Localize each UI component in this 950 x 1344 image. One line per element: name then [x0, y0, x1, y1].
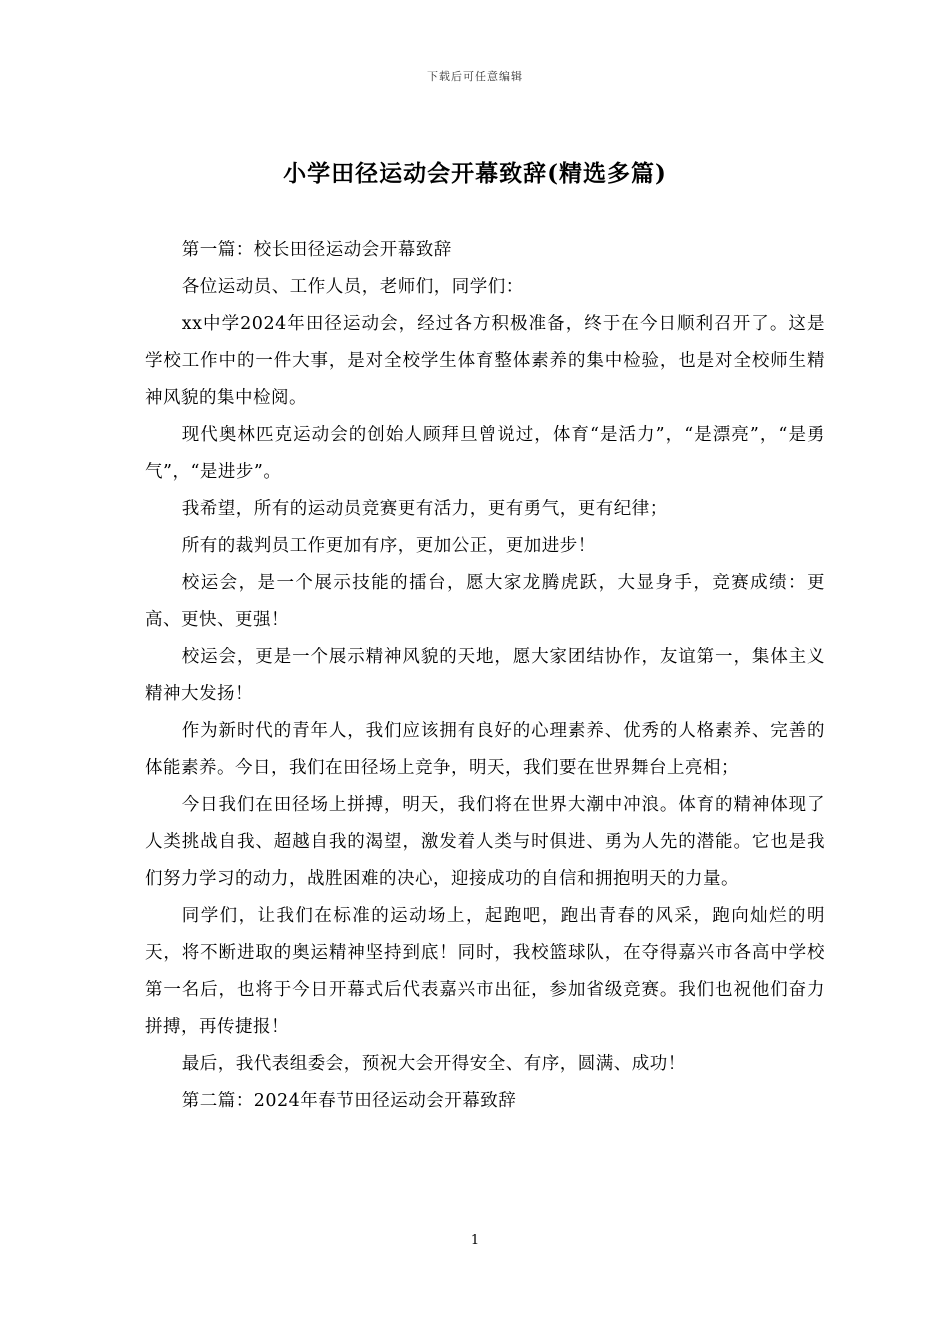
paragraph: 最后，我代表组委会，预祝大会开得安全、有序，圆满、成功！: [181, 1054, 686, 1074]
paragraph: 校运会，更是一个展示精神风貌的天地，愿大家团结协作，友谊第一，集体主义精神大发扬！: [145, 647, 825, 704]
paragraph: 校运会，是一个展示技能的擂台，愿大家龙腾虎跃，大显身手，竞赛成绩：更高、更快、更强！: [145, 573, 825, 630]
paragraph: 同学们，让我们在标准的运动场上，起跑吧，跑出青春的风采，跑向灿烂的明天，将不断进取的奥运精神坚持到底！同时，我校篮球队，在夺得嘉兴市各高中学校第一名后，也将于今日开幕式后代表嘉兴市出征，参加省级竞赛。我们也祝他们奋力拼搏，再传捷报！: [145, 906, 825, 1037]
paragraph: 今日我们在田径场上拼搏，明天，我们将在世界大潮中冲浪。体育的精神体现了人类挑战自我、超越自我的渴望，激发着人类与时俱进、勇为人先的潜能。它也是我们努力学习的动力，战胜困难的决心，迎接成功的自信和拥抱明天的力量。: [145, 795, 825, 889]
paragraph: 各位运动员、工作人员，老师们，同学们：: [181, 277, 524, 297]
paragraph: 现代奥林匹克运动会的创始人顾拜旦曾说过，体育“是活力”，“是漂亮”，“是勇气”，“是进步”。: [145, 425, 825, 482]
paragraph: 作为新时代的青年人，我们应该拥有良好的心理素养、优秀的人格素养、完善的体能素养。今日，我们在田径场上竞争，明天，我们要在世界舞台上亮相；: [145, 721, 825, 778]
paragraph: xx中学2024年田径运动会，经过各方积极准备，终于在今日顺利召开了。这是学校工作中的一件大事，是对全校学生体育整体素养的集中检验，也是对全校师生精神风貌的集中检阅。: [145, 314, 825, 408]
page-number: 1: [470, 1233, 480, 1248]
header-note: 下载后可任意编辑: [427, 70, 523, 83]
paragraph: 第一篇：校长田径运动会开幕致辞: [181, 240, 452, 260]
document-title: 小学田径运动会开幕致辞(精选多篇): [283, 160, 667, 187]
paragraph: 我希望，所有的运动员竞赛更有活力，更有勇气，更有纪律；: [181, 499, 668, 519]
paragraph: 第二篇：2024年春节田径运动会开幕致辞: [181, 1091, 517, 1111]
paragraph: 所有的裁判员工作更加有序，更加公正，更加进步！: [181, 536, 596, 556]
document-body: [145, 232, 825, 1120]
